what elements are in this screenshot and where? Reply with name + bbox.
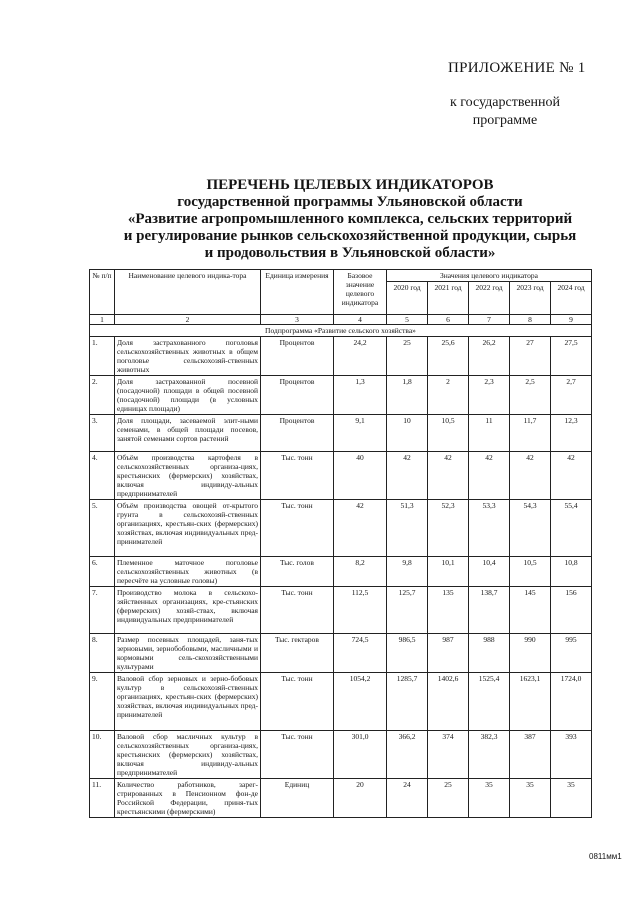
year-value: 42 [469, 452, 510, 500]
unit-of-measure: Тыс. гектаров [261, 634, 334, 673]
year-value: 986,5 [387, 634, 428, 673]
year-value: 10 [387, 415, 428, 452]
row-number: 8. [90, 634, 115, 673]
header-year: 2022 год [469, 282, 510, 315]
year-value: 990 [510, 634, 551, 673]
table-row [90, 337, 592, 376]
year-value: 1402,6 [428, 673, 469, 731]
year-value: 1724,0 [551, 673, 592, 731]
table-row [90, 557, 592, 587]
year-value: 387 [510, 731, 551, 779]
unit-of-measure: Единиц [261, 779, 334, 818]
header-num: № п/п [90, 270, 115, 315]
year-value: 156 [551, 587, 592, 634]
column-number: 3 [261, 315, 334, 325]
year-value: 9,8 [387, 557, 428, 587]
appendix-subtitle-line: к государственной [449, 95, 561, 110]
base-value: 301,0 [334, 731, 387, 779]
row-number: 2. [90, 376, 115, 415]
subprogram-row [90, 325, 592, 337]
year-value: 10,4 [469, 557, 510, 587]
year-value: 35 [469, 779, 510, 818]
year-value: 27,5 [551, 337, 592, 376]
year-value: 42 [551, 452, 592, 500]
indicator-name: Валовой сбор зерновых и зерно-бобовых культур в сельскохозяй-ственных организациях, крестьян-ских (фермерских) хозяйствах, включая индивидуальных пред-принимателей [115, 673, 261, 731]
year-value: 10,5 [510, 557, 551, 587]
year-value: 52,3 [428, 500, 469, 557]
year-value: 2,3 [469, 376, 510, 415]
indicator-name: Доля застрахованной посевной (посадочной) площади в общей посевной (посадочной) площади (в условных единицах площади) [115, 376, 261, 415]
table-header [90, 270, 592, 315]
column-number: 6 [428, 315, 469, 325]
indicator-name: Объём производства картофеля в сельскохозяйственных организа-циях, крестьянских (фермерских) хозяйствах, включая индивиду-альных предпринимателей [115, 452, 261, 500]
unit-of-measure: Тыс. тонн [261, 731, 334, 779]
table-row [90, 415, 592, 452]
table-body [90, 315, 592, 818]
year-value: 10,8 [551, 557, 592, 587]
indicator-name: Производство молока в сельскохо-зяйственных организациях, кре-стьянских (фермерских) хозяй-ствах, включая индивидуальных предпринимателей [115, 587, 261, 634]
year-value: 51,3 [387, 500, 428, 557]
document-title-line: и регулирование рынков сельскохозяйственной продукции, сырья [123, 228, 577, 244]
header-year: 2024 год [551, 282, 592, 315]
base-value: 9,1 [334, 415, 387, 452]
header-year: 2023 год [510, 282, 551, 315]
document-title-line: «Развитие агропромышленного комплекса, сельских территорий [127, 211, 573, 227]
column-number: 9 [551, 315, 592, 325]
column-number: 1 [90, 315, 115, 325]
year-value: 988 [469, 634, 510, 673]
column-numbers-row [90, 315, 592, 325]
base-value: 8,2 [334, 557, 387, 587]
appendix-subtitle-line: программе [472, 113, 538, 128]
unit-of-measure: Тыс. голов [261, 557, 334, 587]
year-value: 11 [469, 415, 510, 452]
indicator-name: Количество работников, зарег-стрированных в Пенсионном фон-де Российской Федерации, приня-тых крестьянскими (фермерскими) [115, 779, 261, 818]
year-value: 42 [428, 452, 469, 500]
unit-of-measure: Процентов [261, 376, 334, 415]
indicator-name: Доля площади, засеваемой элит-ными семенами, в общей площади посевов, занятой семенами сортов растений [115, 415, 261, 452]
year-value: 27 [510, 337, 551, 376]
table-row [90, 452, 592, 500]
year-value: 374 [428, 731, 469, 779]
year-value: 987 [428, 634, 469, 673]
year-value: 55,4 [551, 500, 592, 557]
table-row [90, 634, 592, 673]
base-value: 42 [334, 500, 387, 557]
unit-of-measure: Тыс. тонн [261, 587, 334, 634]
header-values-group: Значения целевого индикатора [387, 270, 592, 282]
document-title-line: государственной программы Ульяновской области [177, 194, 523, 210]
row-number: 7. [90, 587, 115, 634]
header-year: 2021 год [428, 282, 469, 315]
document-title [100, 177, 600, 262]
year-value: 35 [510, 779, 551, 818]
column-number: 8 [510, 315, 551, 325]
column-number: 5 [387, 315, 428, 325]
unit-of-measure: Тыс. тонн [261, 673, 334, 731]
base-value: 40 [334, 452, 387, 500]
year-value: 1525,4 [469, 673, 510, 731]
table-row [90, 731, 592, 779]
indicator-name: Доля застрахованного поголовья сельскохозяйственных животных в общем поголовье сельскохозяй-ственных животных [115, 337, 261, 376]
indicator-name: Объём производства овощей от-крытого грунта в сельскохозяй-ственных организациях, крестьян-ских (фермерских) хозяйствах, включая индивидуальных пред-принимателей [115, 500, 261, 557]
header-base: Базовое значение целевого индикатора [334, 270, 387, 315]
year-value: 995 [551, 634, 592, 673]
year-value: 53,3 [469, 500, 510, 557]
unit-of-measure: Тыс. тонн [261, 452, 334, 500]
year-value: 138,7 [469, 587, 510, 634]
base-value: 112,5 [334, 587, 387, 634]
row-number: 3. [90, 415, 115, 452]
appendix-subtitle [430, 94, 580, 130]
page-code: 0811мм1 [589, 852, 622, 861]
year-value: 1623,1 [510, 673, 551, 731]
year-value: 2,7 [551, 376, 592, 415]
year-value: 393 [551, 731, 592, 779]
year-value: 135 [428, 587, 469, 634]
column-number: 4 [334, 315, 387, 325]
year-value: 11,7 [510, 415, 551, 452]
base-value: 24,2 [334, 337, 387, 376]
year-value: 24 [387, 779, 428, 818]
unit-of-measure: Тыс. тонн [261, 500, 334, 557]
year-value: 26,2 [469, 337, 510, 376]
unit-of-measure: Процентов [261, 415, 334, 452]
year-value: 366,2 [387, 731, 428, 779]
row-number: 1. [90, 337, 115, 376]
row-number: 6. [90, 557, 115, 587]
row-number: 5. [90, 500, 115, 557]
column-number: 7 [469, 315, 510, 325]
row-number: 10. [90, 731, 115, 779]
year-value: 25 [387, 337, 428, 376]
table-row [90, 376, 592, 415]
table-row [90, 587, 592, 634]
row-number: 4. [90, 452, 115, 500]
year-value: 1285,7 [387, 673, 428, 731]
row-number: 11. [90, 779, 115, 818]
column-number: 2 [115, 315, 261, 325]
indicator-name: Валовой сбор масличных культур в сельскохозяйственных организа-циях, крестьянских (фермерских) хозяйствах, включая индивиду-альных предпринимателей [115, 731, 261, 779]
base-value: 20 [334, 779, 387, 818]
header-year: 2020 год [387, 282, 428, 315]
indicator-name: Размер посевных площадей, заня-тых зерновыми, зернобобовыми, масличными и кормовыми сель-скохозяйственными культурами [115, 634, 261, 673]
year-value: 25 [428, 779, 469, 818]
header-name: Наименование целевого индика-тора [115, 270, 261, 315]
base-value: 1054,2 [334, 673, 387, 731]
table-row [90, 500, 592, 557]
table-row [90, 779, 592, 818]
year-value: 54,3 [510, 500, 551, 557]
subprogram-title: Подпрограмма «Развитие сельского хозяйства» [90, 325, 592, 337]
table-row [90, 673, 592, 731]
year-value: 145 [510, 587, 551, 634]
year-value: 25,6 [428, 337, 469, 376]
base-value: 724,5 [334, 634, 387, 673]
document-title-line: ПЕРЕЧЕНЬ ЦЕЛЕВЫХ ИНДИКАТОРОВ [206, 177, 494, 193]
year-value: 125,7 [387, 587, 428, 634]
header-unit: Единица измерения [261, 270, 334, 315]
indicators-table [89, 269, 592, 818]
year-value: 2,5 [510, 376, 551, 415]
year-value: 10,5 [428, 415, 469, 452]
unit-of-measure: Процентов [261, 337, 334, 376]
year-value: 1,8 [387, 376, 428, 415]
row-number: 9. [90, 673, 115, 731]
year-value: 42 [510, 452, 551, 500]
appendix-title: ПРИЛОЖЕНИЕ № 1 [448, 60, 586, 76]
year-value: 10,1 [428, 557, 469, 587]
year-value: 382,3 [469, 731, 510, 779]
year-value: 42 [387, 452, 428, 500]
year-value: 2 [428, 376, 469, 415]
document-title-line: и продовольствия в Ульяновской области» [204, 245, 496, 261]
indicator-name: Племенное маточное поголовье сельскохозяйственных животных (в пересчёте на условные головы) [115, 557, 261, 587]
year-value: 35 [551, 779, 592, 818]
base-value: 1,3 [334, 376, 387, 415]
year-value: 12,3 [551, 415, 592, 452]
